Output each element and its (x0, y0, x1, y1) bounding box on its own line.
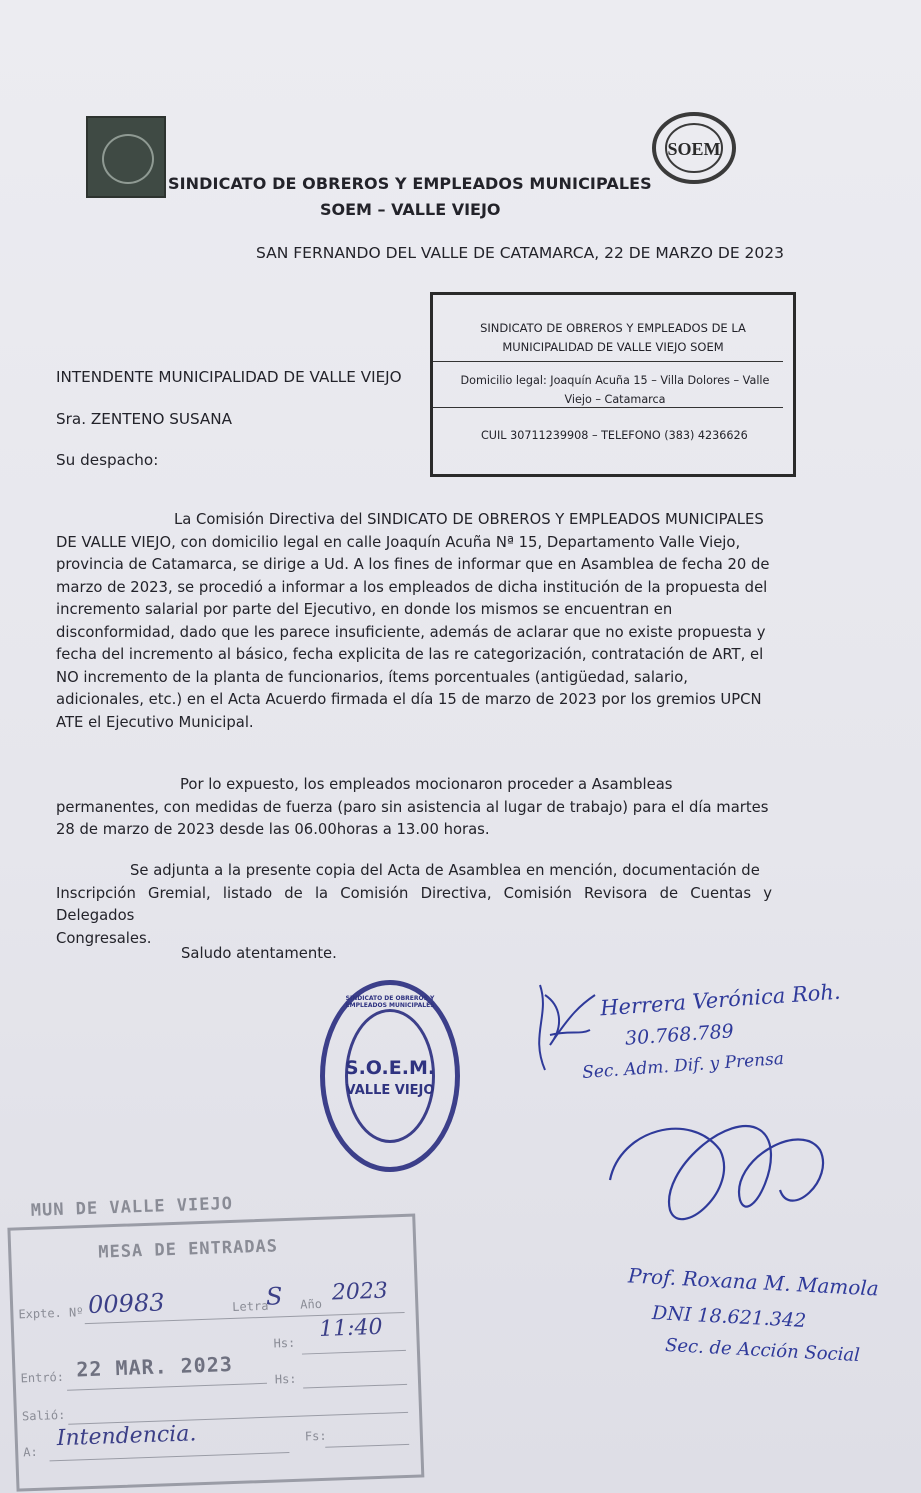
box-title-line2: MUNICIPALIDAD DE VALLE VIEJO SOEM (502, 340, 724, 354)
text-line: Por lo expuesto, los empleados mocionaron proceder a Asambleas (180, 776, 673, 793)
body-paragraph-2 (56, 774, 772, 842)
signature-scribble-2 (600, 1090, 840, 1250)
recipient-name: Sra. ZENTENO SUSANA (56, 410, 233, 428)
box-divider (433, 407, 783, 408)
stamp-title: MESA DE ENTRADAS (97, 1236, 279, 1263)
box-cuil: CUIL 30711239908 – TELEFONO (383) 4236626 (481, 429, 748, 442)
text-line: Se adjunta a la presente copia del Acta de Asamblea en mención, documentación de (130, 862, 760, 879)
text-line: ATE el Ejecutivo Municipal. (56, 713, 254, 731)
logo-ring-icon (102, 134, 154, 184)
expte-label: Expte. Nº (18, 1305, 84, 1322)
box-title (433, 319, 793, 357)
signature-2-dni: DNI 18.621.342 (651, 1301, 807, 1333)
closing-line: Saludo atentamente. (181, 945, 337, 962)
letra-value: S (265, 1282, 283, 1311)
box-address-line2: Viejo – Catamarca (564, 393, 666, 406)
signature-1-role: Sec. Adm. Dif. y Prensa (581, 1048, 785, 1084)
text-line: 28 de marzo de 2023 desde las 06.00horas a 13.00 horas. (56, 821, 490, 838)
entro-value: 22 MAR. 2023 (75, 1351, 234, 1382)
box-address (455, 371, 775, 409)
text-line: incremento salarial por parte del Ejecutivo, en donde los mismos se encuentran en (56, 601, 673, 618)
anio-label: Año (300, 1296, 323, 1312)
text-line: DE VALLE VIEJO, con domicilio legal en calle Joaquín Acuña Nª 15, Departamento Valle Viejo, (56, 533, 741, 551)
union-logo-left (86, 116, 166, 198)
union-info-box (430, 292, 796, 477)
anio-value: 2023 (331, 1278, 389, 1306)
text-line: disconformidad, dado que les parece insuficiente, además de aclarar que no existe propuesta y (56, 623, 766, 641)
letra-label: Letra (232, 1298, 269, 1314)
box-title-line1: SINDICATO DE OBREROS Y EMPLEADOS DE LA (480, 321, 746, 335)
body-paragraph-3 (56, 860, 772, 950)
soem-round-stamp (320, 980, 460, 1172)
recipient-office: Su despacho: (56, 451, 159, 469)
stamp-name: S.O.E.M. (344, 1057, 436, 1079)
text-line: Inscripción Gremial, listado de la Comisión Directiva, Comisión Revisora de Cuentas y Delegados (56, 884, 772, 924)
date-line: SAN FERNANDO DEL VALLE DE CATAMARCA, 22 DE MARZO DE 2023 (256, 244, 784, 262)
hs-value: 11:40 (318, 1314, 383, 1342)
text-line: adicionales, etc.) en el Acta Acuerdo firmada el día 15 de marzo de 2023 por los gremios UPCN (56, 691, 762, 708)
org-name: SINDICATO DE OBREROS Y EMPLEADOS MUNICIPALES (168, 174, 652, 193)
mesa-entradas-stamp (0, 1173, 428, 1492)
recipient-title: INTENDENTE MUNICIPALIDAD DE VALLE VIEJO (56, 368, 402, 386)
box-divider (433, 361, 783, 362)
box-address-line1: Domicilio legal: Joaquín Acuña 15 – Villa Dolores – Valle (460, 374, 770, 387)
a-label: A: (22, 1444, 38, 1460)
text-line: La Comisión Directiva del SINDICATO DE OBREROS Y EMPLEADOS MUNICIPALES (174, 511, 764, 528)
entro-label: Entró: (20, 1369, 65, 1386)
fs-label: Fs: (304, 1428, 327, 1444)
text-line: Congresales. (56, 929, 152, 947)
text-line: provincia de Catamarca, se dirige a Ud. A los fines de informar que en Asamblea de fecha 20 de (56, 556, 770, 573)
stamp-ring-text: SINDICATO DE OBREROS Y EMPLEADOS MUNICIPALES (345, 995, 435, 1009)
a-value: Intendencia. (56, 1421, 197, 1452)
text-line: fecha del incremento al básico, fecha explicita de las re categorización, contratación de ART, el (56, 646, 764, 663)
body-paragraph-1 (56, 509, 772, 734)
stamp-sub: VALLE VIEJO (345, 1083, 435, 1098)
seal-text: SOEM (667, 139, 721, 159)
salio-label: Salió: (21, 1407, 66, 1424)
stamp-top-text: MUN DE VALLE VIEJO (30, 1193, 234, 1221)
hs-label-2: Hs: (274, 1371, 297, 1387)
expte-value: 00983 (87, 1288, 165, 1319)
signature-1-dni: 30.768.789 (624, 1020, 735, 1050)
signature-2-name: Prof. Roxana M. Mamola (627, 1263, 880, 1301)
signature-2-role: Sec. de Acción Social (664, 1334, 861, 1367)
hs-label: Hs: (273, 1335, 296, 1351)
text-line: marzo de 2023, se procedió a informar a los empleados de dicha institución de la propuesta del (56, 578, 768, 596)
text-line: NO incremento de la planta de funcionarios, ítems porcentuales (antigüedad, salario, (56, 668, 688, 686)
org-short-name: SOEM – VALLE VIEJO (320, 200, 501, 219)
soem-seal-logo (650, 110, 738, 186)
signature-1-name: Herrera Verónica Roh. (599, 979, 842, 1021)
text-line: permanentes, con medidas de fuerza (paro sin asistencia al lugar de trabajo) para el día martes (56, 798, 769, 816)
